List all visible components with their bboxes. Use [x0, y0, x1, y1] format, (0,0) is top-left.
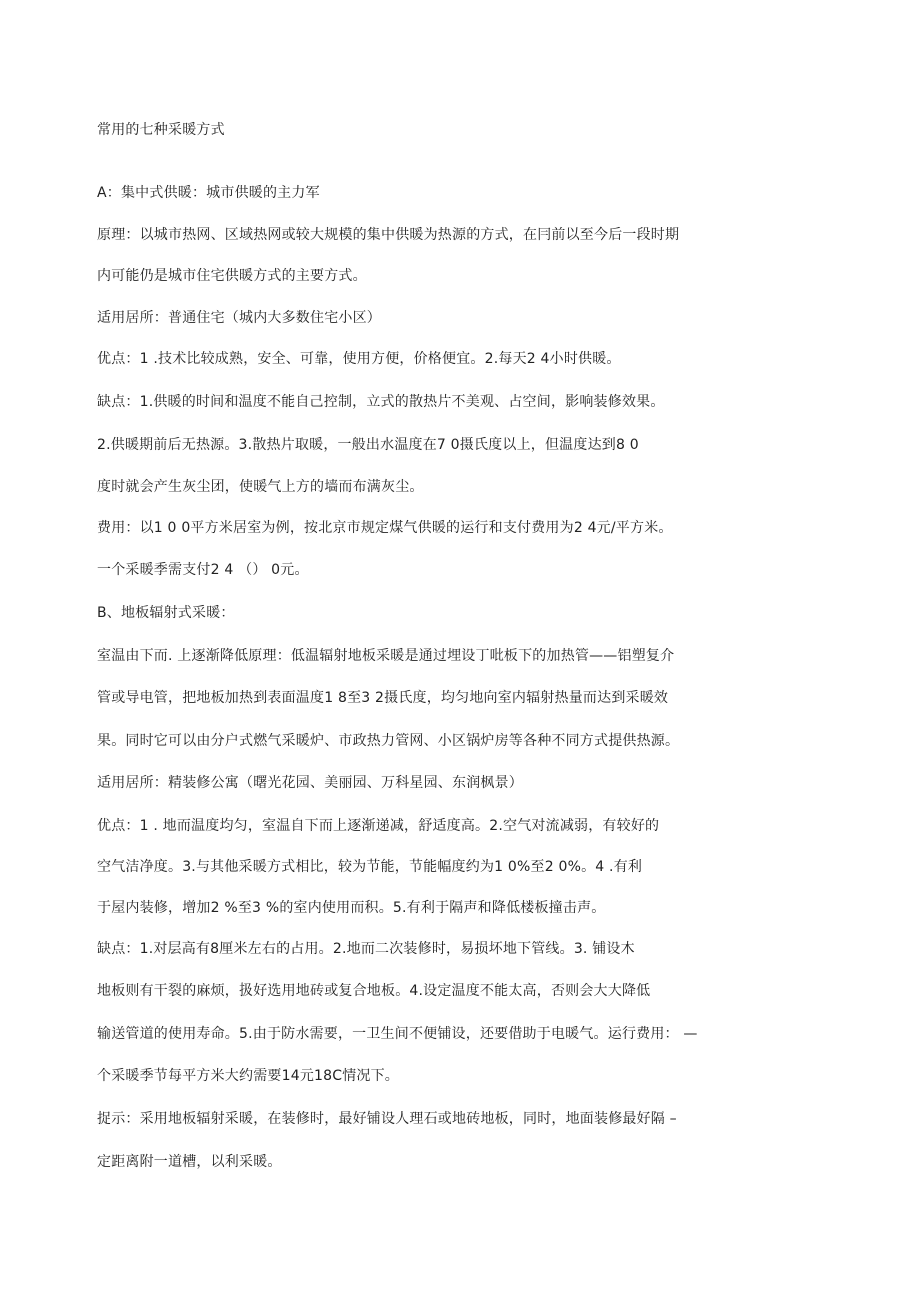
- text-line: 一个采暖季需支付2 4 （） 0元。: [97, 562, 309, 578]
- text-line: 于屋内装修，增加2 %至3 %的室内使用而积。5.有利于隔声和降低楼板撞击声。: [97, 900, 606, 916]
- text-line: 缺点：1.对层高有8厘米左右的占用。2.地而二次装修时，易损坏地下管线。3. 铺设木: [97, 941, 635, 957]
- text-line: 个采暖季节每平方米大约需要14元18C情况下。: [97, 1068, 400, 1084]
- text-line: 适用居所：普通住宅（城内大多数住宅小区）: [97, 310, 381, 326]
- document-title: 常用的七种采暖方式: [97, 122, 225, 138]
- text-line: 2.供暖期前后无热源。3.散热片取暖，一般出水温度在7 0摄氏度以上，但温度达到8 0: [97, 437, 639, 453]
- section-heading-a: A：集中式供暖：城市供暖的主力军: [97, 185, 320, 201]
- text-line: 原理：以城市热网、区域热网或较大规模的集中供暖为热源的方式，在冃前以至今后一段时期: [97, 227, 680, 243]
- text-line: 室温由下而. 上逐渐降低原理：低温辐射地板采暖是通过埋设丁吡板下的加热管——铝塑复介: [97, 648, 675, 664]
- text-line: 优点：1 .技术比较成熟，安全、可靠，使用方便，价格便宜。2.每天2 4小时供暖。: [97, 351, 621, 367]
- section-heading-b: B、地板辐射式采暖：: [97, 605, 235, 621]
- text-line: 果。同时它可以由分户式燃气采暖炉、市政热力管网、小区锅炉房等各种不同方式提供热源。: [97, 733, 680, 749]
- text-line: 捉示：采用地板辐射采暖，在装修时，最好铺设人理石或地砖地板，同时，地面装修最好隔 –: [97, 1111, 677, 1127]
- text-line: 度时就会产生灰尘团，使暖气上方的墙而布满灰尘。: [97, 479, 424, 495]
- text-line: 输送管道的使用寿命。5.由于防水需要，一卫生间不便铺设，还要借助于电暖气。运行费用： —: [97, 1026, 698, 1042]
- text-line: 优点：1 . 地而温度均匀，室温自下而上逐渐递减，舒适度高。2.空气对流减弱，有较好的: [97, 818, 660, 834]
- text-line: 缺点：1.供暖的时间和温度不能自己控制，立式的散热片不美观、占空间，影响装修效果。: [97, 394, 665, 410]
- text-line: 费用：以1 0 0平方米居室为例，按北京市规定煤气供暖的运行和支付费用为2 4元/平方米。: [97, 520, 673, 536]
- text-line: 空气洁净度。3.与其他采暖方式相比，较为节能，节能幅度约为1 0%至2 0%。4 .有利: [97, 859, 643, 875]
- text-line: 管或导电管，把地板加热到表面温度1 8至3 2摄氏度，均匀地向室内辐射热量而达到采暖效: [97, 690, 669, 706]
- text-line: 地板则有干裂的麻烦，扱好选用地砖或复合地板。4.设定温度不能太高，否则会大大降低: [97, 983, 651, 999]
- text-line: 定距离附一道槽，以利采暖。: [97, 1154, 282, 1170]
- text-line: 适用居所：精装修公寓（曙光花园、美丽园、万科星园、东润枫景）: [97, 775, 523, 791]
- text-line: 内可能仍是城市住宅供暖方式的主要方式。: [97, 268, 367, 284]
